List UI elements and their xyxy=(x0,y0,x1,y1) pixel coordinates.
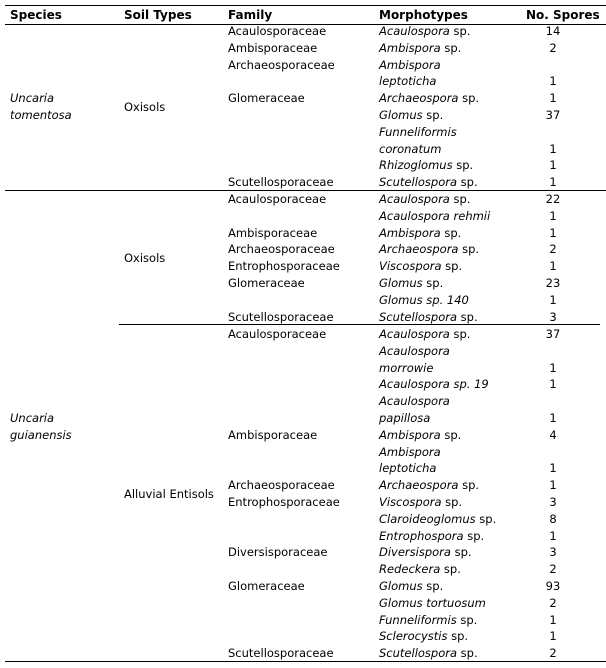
morphotype-cell xyxy=(379,326,470,342)
morphotype-cell xyxy=(379,561,461,577)
header-species: Species xyxy=(10,8,62,22)
morphotype-cell xyxy=(379,360,433,376)
morphotype-genus: Viscospora xyxy=(379,259,442,274)
morphotype-genus: Acaulospora xyxy=(379,343,450,358)
family-cell: Ambisporaceae xyxy=(228,225,318,240)
morphotype-suffix: sp. xyxy=(449,24,471,38)
spore-count-cell: 1 xyxy=(549,292,557,307)
morphotype-genus: Scutellospora xyxy=(379,309,458,324)
morphotype-genus: Archaeospora xyxy=(379,478,459,493)
morphotype-cell xyxy=(379,511,496,527)
family-cell: Glomeraceae xyxy=(228,276,305,290)
morphotype-suffix: sp. xyxy=(447,629,469,644)
spore-count-cell: 2 xyxy=(549,595,557,610)
spore-count-cell: 3 xyxy=(549,309,557,324)
spore-count-cell: 23 xyxy=(545,276,561,290)
morphotype-genus: Glomus xyxy=(379,579,423,593)
morphotype-suffix: sp. xyxy=(422,276,444,290)
morphotype-suffix: sp. xyxy=(440,225,462,240)
header-soil-types: Soil Types xyxy=(124,8,192,22)
morphotype-cell xyxy=(379,292,469,308)
family-cell: Ambisporaceae xyxy=(228,40,318,55)
morphotype-cell xyxy=(379,410,430,426)
morphotype-genus: Scutellospora xyxy=(379,175,458,190)
spore-count-cell: 2 xyxy=(549,562,557,577)
morphotype-genus: Archaeospora xyxy=(379,91,459,106)
spore-count-cell: 1 xyxy=(549,259,557,274)
morphotype-genus: Acaulospora xyxy=(379,24,450,38)
spore-count-cell: 1 xyxy=(549,225,557,240)
morphotype-cell xyxy=(379,208,490,224)
morphotype-suffix: sp. xyxy=(452,158,474,173)
morphotype-cell xyxy=(379,57,441,73)
morphotype-genus: Glomus sp. 140 xyxy=(379,292,469,307)
morphotype-cell xyxy=(379,23,470,39)
row-rule xyxy=(119,324,600,325)
spore-count-cell: 8 xyxy=(549,511,557,526)
family-cell: Glomeraceae xyxy=(228,91,305,106)
morphotype-genus: Ambispora xyxy=(379,444,441,459)
table-top-rule xyxy=(5,5,606,6)
morphotype-cell xyxy=(379,191,470,207)
spore-count-cell: 1 xyxy=(549,612,557,627)
morphotype-genus: Redeckera xyxy=(379,562,441,577)
family-cell: Archaeosporaceae xyxy=(228,242,335,257)
morphotype-cell xyxy=(379,141,441,157)
spore-count-cell: 1 xyxy=(549,141,557,156)
morphotype-cell xyxy=(379,343,450,359)
morphotype-cell xyxy=(379,544,472,560)
morphotype-cell xyxy=(379,73,436,89)
morphotype-cell xyxy=(379,376,489,392)
family-cell: Scutellosporaceae xyxy=(228,309,334,324)
morphotype-genus: Rhizoglomus xyxy=(379,158,453,173)
soil-type-cell: Oxisols xyxy=(124,100,166,114)
family-cell: Diversisporaceae xyxy=(228,545,328,560)
header-morphotypes: Morphotypes xyxy=(379,8,468,22)
morphotype-genus: Funneliformis xyxy=(379,612,457,627)
spore-count-cell: 1 xyxy=(549,74,557,89)
morphotype-cell xyxy=(379,107,443,123)
species-cell: tomentosa xyxy=(10,108,72,122)
morphotype-genus: Sclerocystis xyxy=(379,629,448,644)
spore-count-cell: 1 xyxy=(549,158,557,173)
spore-count-cell: 1 xyxy=(549,208,557,223)
morphotype-suffix: sp. xyxy=(422,579,444,593)
morphotype-genus: Claroideoglomus xyxy=(379,511,476,526)
family-cell: Entrophosporaceae xyxy=(228,495,340,509)
header-family: Family xyxy=(228,8,273,22)
morphotype-suffix: sp. xyxy=(449,192,471,206)
morphotype-suffix: sp. xyxy=(440,562,461,577)
morphotype-genus: Funneliformis xyxy=(379,124,457,139)
morphotype-cell xyxy=(379,645,478,661)
morphotype-cell xyxy=(379,258,462,274)
family-cell: Acaulosporaceae xyxy=(228,24,327,38)
morphotype-genus: coronatum xyxy=(379,141,442,156)
spore-count-cell: 1 xyxy=(549,461,557,476)
morphotype-cell xyxy=(379,477,479,493)
family-cell: Acaulosporaceae xyxy=(228,192,327,206)
spore-count-cell: 1 xyxy=(549,411,557,425)
family-cell: Scutellosporaceae xyxy=(228,646,334,661)
morphotype-genus: Glomus tortuosum xyxy=(379,595,486,610)
morphotype-genus: Acaulospora xyxy=(379,192,450,206)
morphotype-genus: Diversispora xyxy=(379,545,451,560)
morphotype-suffix: sp. xyxy=(458,242,480,257)
morphotype-cell xyxy=(379,174,478,190)
family-cell: Entrophosporaceae xyxy=(228,259,340,274)
morphotype-cell xyxy=(379,275,443,291)
morphotype-genus: Scutellospora xyxy=(379,646,458,661)
morphotype-cell xyxy=(379,528,484,544)
spore-count-cell: 1 xyxy=(549,629,557,644)
spore-count-cell: 14 xyxy=(545,24,561,38)
morphotype-suffix: sp. xyxy=(440,427,462,442)
morphotype-genus: Glomus xyxy=(379,276,423,290)
row-rule xyxy=(5,661,606,662)
spore-count-cell: 4 xyxy=(549,427,557,442)
spore-count-cell: 37 xyxy=(545,108,561,122)
family-cell: Glomeraceae xyxy=(228,579,305,593)
species-cell: Uncaria xyxy=(10,91,55,105)
family-cell: Ambisporaceae xyxy=(228,427,318,442)
spore-count-cell: 1 xyxy=(549,478,557,493)
header-no-spores: No. Spores xyxy=(526,8,600,22)
spore-count-cell: 1 xyxy=(549,528,557,543)
morphotype-cell xyxy=(379,90,479,106)
morphotype-suffix: sp. xyxy=(441,259,463,274)
morphotype-suffix: sp. xyxy=(458,478,480,493)
morphotype-cell xyxy=(379,241,479,257)
species-cell: Uncaria xyxy=(10,410,55,425)
spore-count-cell: 2 xyxy=(549,40,557,55)
spore-count-cell: 22 xyxy=(545,192,561,206)
morphotype-cell xyxy=(379,427,461,443)
family-cell: Archaeosporaceae xyxy=(228,478,335,493)
species-cell: guianensis xyxy=(10,427,72,442)
morphotype-suffix: sp. xyxy=(457,646,478,661)
morphotype-genus: Acaulospora xyxy=(379,394,450,409)
morphotype-genus: leptoticha xyxy=(379,74,437,89)
soil-type-cell: Oxisols xyxy=(124,251,166,266)
morphotype-cell xyxy=(379,460,436,476)
morphotype-cell xyxy=(379,40,461,56)
morphotype-cell xyxy=(379,494,462,510)
morphotype-cell xyxy=(379,444,441,460)
family-cell: Scutellosporaceae xyxy=(228,175,334,190)
morphotype-genus: papillosa xyxy=(379,411,431,425)
morphotype-genus: morrowie xyxy=(379,360,434,375)
morphotype-suffix: sp. xyxy=(450,545,472,560)
morphotype-suffix: sp. xyxy=(440,40,462,55)
morphotype-cell xyxy=(379,595,486,611)
morphotype-cell xyxy=(379,393,450,409)
morphotype-cell xyxy=(379,628,468,644)
morphotype-genus: Ambispora xyxy=(379,427,441,442)
family-cell: Acaulosporaceae xyxy=(228,327,327,341)
morphotype-suffix: sp. xyxy=(456,612,478,627)
morphotype-genus: Entrophospora xyxy=(379,528,464,543)
spore-count-cell: 1 xyxy=(549,377,557,392)
spore-count-cell: 37 xyxy=(545,327,561,341)
family-cell: Archaeosporaceae xyxy=(228,57,335,72)
morphotype-genus: Acaulospora xyxy=(379,327,450,341)
morphotype-genus: Ambispora xyxy=(379,40,441,55)
spore-count-cell: 2 xyxy=(549,242,557,257)
morphotype-genus: Viscospora xyxy=(379,495,442,509)
morphotype-suffix: sp. xyxy=(463,528,485,543)
morphotype-cell xyxy=(379,225,461,241)
morphotype-genus: Ambispora xyxy=(379,225,441,240)
morphotype-genus: leptoticha xyxy=(379,461,437,476)
spore-count-cell: 3 xyxy=(549,545,557,560)
morphotype-cell xyxy=(379,124,457,140)
morphotype-genus: Acaulospora sp. 19 xyxy=(379,377,489,392)
soil-type-cell: Alluvial Entisols xyxy=(124,487,214,501)
morphotype-suffix: sp. xyxy=(422,108,444,122)
spore-count-cell: 2 xyxy=(549,646,557,661)
morphotype-suffix: sp. xyxy=(458,91,480,106)
morphotype-cell xyxy=(379,309,478,325)
morphotype-suffix: sp. xyxy=(449,327,471,341)
morphotype-cell xyxy=(379,157,473,173)
spore-count-cell: 1 xyxy=(549,175,557,190)
spore-count-cell: 3 xyxy=(549,495,557,509)
spore-count-cell: 1 xyxy=(549,360,557,375)
morphotype-genus: Archaeospora xyxy=(379,242,459,257)
spore-count-cell: 93 xyxy=(545,579,561,593)
morphotype-suffix: sp. xyxy=(441,495,463,509)
morphotype-suffix: sp. xyxy=(457,309,478,324)
morphotype-suffix: sp. xyxy=(457,175,478,190)
morphotype-genus: Glomus xyxy=(379,108,423,122)
morphotype-suffix: sp. xyxy=(475,511,497,526)
morphotype-genus: Acaulospora rehmii xyxy=(379,208,491,223)
morphotype-genus: Ambispora xyxy=(379,57,441,72)
morphotype-cell xyxy=(379,612,477,628)
morphotype-cell xyxy=(379,578,443,594)
spore-count-cell: 1 xyxy=(549,91,557,106)
